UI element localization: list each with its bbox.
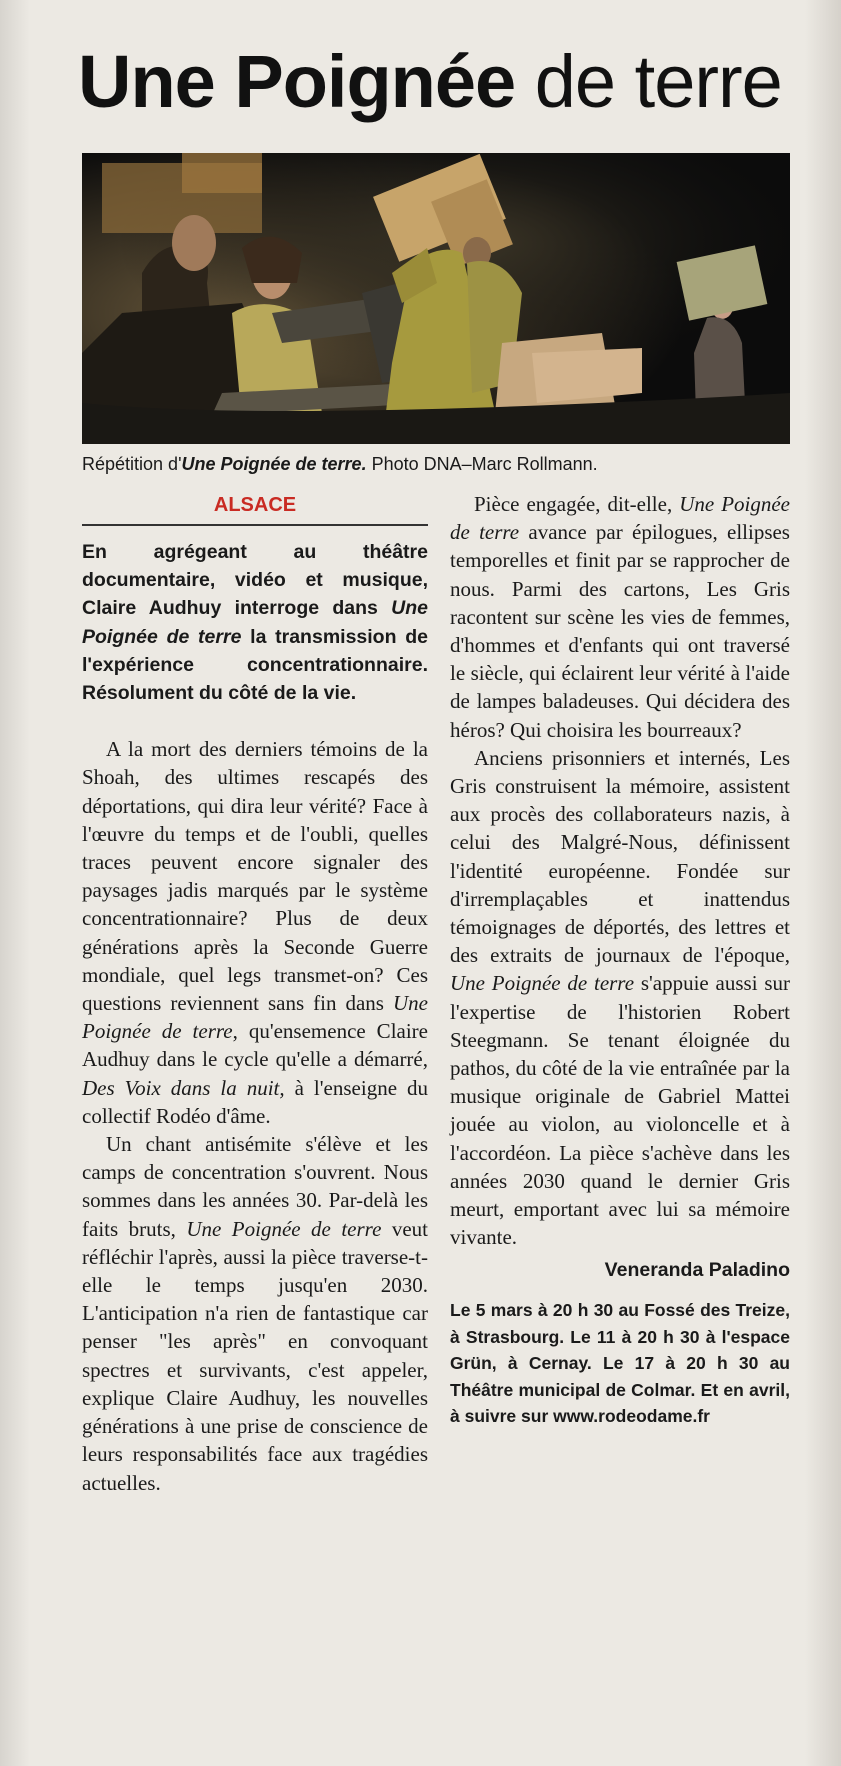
headline-bold: Une Poignée (78, 40, 516, 123)
lead-play-title: Une Poignée de terre (82, 597, 428, 648)
article-column-left (82, 490, 428, 1497)
p2-text: Un chant antisémite s'élève et les camps de concentration s'ouvrent. Nous sommes dans les années 30. Par-delà les faits bruts, (82, 1132, 428, 1241)
p1-cycle-title: Des Voix dans la nuit, (82, 1075, 285, 1100)
paragraph-1 (82, 735, 428, 1130)
performance-dates: Le 5 mars à 20 h 30 au Fossé des Treize, à Strasbourg. Le 11 à 20 h 30 à l'espace Grün, à Cernay. Le 17 à 20 h 30 au Théâtre municipal de Colmar. Et en avril, à suivre sur www.rodeodame.fr (450, 1300, 790, 1427)
p4-text: Anciens prisonniers et internés, Les Gris construisent la mémoire, assistent aux procès des collaborateurs nazis, à celui des Malgré-Nous, définissent l'identité européenne. Fondée sur d'irremplaçables et inattendus témoignages de déportés, des lettres et des extraits de journaux de l'époque, (450, 745, 790, 968)
paragraph-2 (82, 1130, 428, 1497)
article-lead (82, 538, 428, 707)
p2-text-b: veut réfléchir l'après, aussi la pièce traverse-t-elle le temps jusqu'en 2030. L'anticipation n'a rien de fantastique car penser "les après" en convoquant spectres et survivants, c'est appeler, explique Claire Audhuy, les nouvelles générations à une prise de conscience de leurs responsabilités face aux tragédies actuelles. (82, 1216, 429, 1495)
p1-play-title: Une Poignée de terre (82, 991, 428, 1044)
stage-scene-illustration (82, 153, 790, 444)
caption-play-title: Une Poignée de terre. (181, 454, 367, 474)
newspaper-clipping (78, 0, 794, 1766)
author-byline: Veneranda Paladino (604, 1259, 790, 1282)
rehearsal-photo (82, 153, 790, 444)
p2-play-title: Une Poignée de terre (186, 1216, 382, 1241)
section-rubric: ALSACE (82, 490, 428, 526)
paragraph-3 (450, 490, 790, 744)
photo-caption (82, 452, 790, 476)
caption-prefix: Répétition d' (82, 454, 182, 474)
lead-text: En agrégeant au théâtre documentaire, vidéo et musique, Claire Audhuy interroge dans (82, 541, 428, 620)
p4-play-title: Une Poignée de terre (450, 971, 635, 996)
p1-text-c: à l'enseigne du collectif Rodéo d'âme. (82, 1075, 428, 1128)
p1-text-b: , qu'ensemence Claire Audhuy dans le cycle qu'elle a démarré, (82, 1019, 428, 1072)
caption-credit: Photo DNA–Marc Rollmann. (371, 454, 598, 474)
p3-play-title: Une Poignée de terre (450, 492, 791, 545)
p3-text-b: avance par épilogues, ellipses temporelles et finit par se rapprocher de nous. Parmi des cartons, Les Gris racontent sur scène les vies de femmes, d'hommes et d'enfants qui ont traversé le siècle, qui éclairent leur vérité à l'aide de lampes baladeuses. Qui décidera des héros? Qui choisira les bourreaux? (450, 520, 790, 742)
p3-text: Pièce engagée, dit-elle, (474, 492, 680, 516)
headline (78, 40, 782, 124)
p1-text: A la mort des derniers témoins de la Shoah, des ultimes rescapés des déportations, qui dira leur vérité? Face à l'œuvre du temps et de l'oubli, quelles traces peuvent encore signaler des paysages jadis marqués par le système concentrationnaire? Plus de deux générations après la Seconde Guerre mondiale, quel legs transmet-on? Ces questions reviennent sans fin dans (82, 737, 428, 1016)
p4-text-b: s'appuie aussi sur l'expertise de l'historien Robert Steegmann. Se tenant éloignée du pathos, du côté de la vie entraînée par la musique originale de Gabriel Mattei jouée au violon, au violoncelle et à l'accordéon. La pièce s'achève dans les années 2030 quand le dernier Gris meurt, emportant avec lui sa mémoire vivante. (450, 971, 790, 1250)
article-column-right (450, 490, 790, 1430)
headline-light: de terre (534, 40, 782, 123)
lead-text-end: la transmission de l'expérience concentrationnaire. Résolument du côté de la vie. (82, 625, 428, 705)
paragraph-4 (450, 744, 790, 1252)
